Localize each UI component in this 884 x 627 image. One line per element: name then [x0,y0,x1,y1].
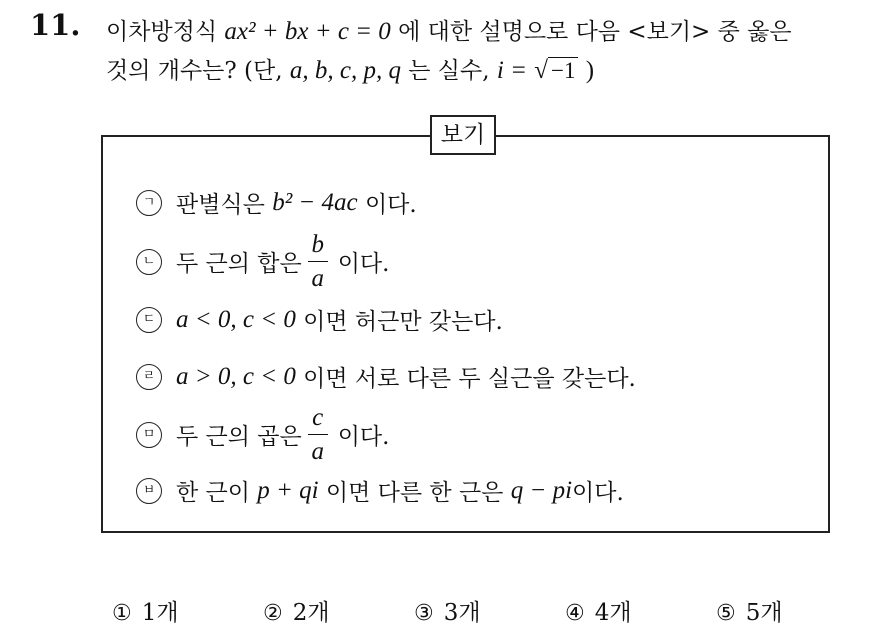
fraction-bar [308,261,328,262]
item-marker: ㄷ [136,307,162,333]
question-text: 에 대한 설명으로 다음 <보기> 중 옳은 [398,19,792,45]
sqrt-value: −1 [548,57,578,84]
choice-number: ⑤ [716,601,736,626]
list-item [136,474,624,507]
item-tail: 이다. [337,424,390,450]
choice-label: 1개 [141,600,179,626]
item-math: a > 0, c < 0 [176,362,296,390]
item-math: a < 0, c < 0 [176,305,296,333]
item-math: p + qi [257,476,319,504]
item-math: b² − 4ac [272,188,358,216]
choice-label: 5개 [745,600,783,626]
sqrt-sign: √ [534,57,548,84]
choice-label: 3개 [443,600,481,626]
fraction [308,405,328,464]
item-text: 두 근의 곱은 [176,424,302,450]
equation: ax² + bx + c = 0 [224,18,391,45]
answer-choice-2[interactable] [263,594,330,627]
numerator: b [311,231,324,258]
choice-label: 2개 [292,600,330,626]
answer-choice-3[interactable] [414,594,481,627]
list-item [136,303,503,336]
item-marker: ㅂ [136,478,162,504]
item-marker: ㅁ [136,422,162,448]
item-math-2: q − pi [510,476,573,504]
variables: a, b, c, p, q [289,57,401,84]
item-text: 두 근의 합은 [176,251,302,277]
item-marker: ㄹ [136,364,162,390]
choice-number: ③ [414,601,434,626]
choice-number: ④ [565,601,585,626]
answer-choice-5[interactable] [716,594,783,627]
numerator: c [312,404,324,431]
list-item [136,232,389,291]
choice-number: ① [112,601,132,626]
list-item [136,405,389,464]
question-text: 는 실수, [408,58,490,84]
question-text: 이차방정식 [106,19,218,45]
answer-choice-1[interactable] [112,594,179,627]
item-tail: 이다. [364,192,417,218]
fraction [308,232,328,291]
denominator: a [311,265,324,292]
imaginary-unit: i = [496,57,527,84]
item-tail: 이다. [337,251,390,277]
question-text: 것의 개수는? (단, [106,58,283,84]
list-item [136,360,636,393]
item-tail: 이다. [572,480,624,506]
denominator: a [311,438,324,465]
item-mid: 이면 다른 한 근은 [325,480,504,506]
close-paren: ) [585,57,595,84]
question-number: 11. [30,8,81,42]
item-marker: ㄴ [136,249,162,275]
item-tail: 이면 허근만 갖는다. [303,309,503,335]
fraction-bar [308,434,328,435]
list-item [136,186,417,219]
answer-choice-4[interactable] [565,594,632,627]
question-line-2 [106,52,594,85]
choice-number: ② [263,601,283,626]
example-box-title: 보기 [430,115,496,155]
choice-label: 4개 [594,600,632,626]
item-tail: 이면 서로 다른 두 실근을 갖는다. [303,366,636,392]
item-text: 판별식은 [176,192,265,218]
question-line-1 [106,13,792,46]
item-marker: ㄱ [136,190,162,216]
item-text: 한 근이 [176,480,250,506]
